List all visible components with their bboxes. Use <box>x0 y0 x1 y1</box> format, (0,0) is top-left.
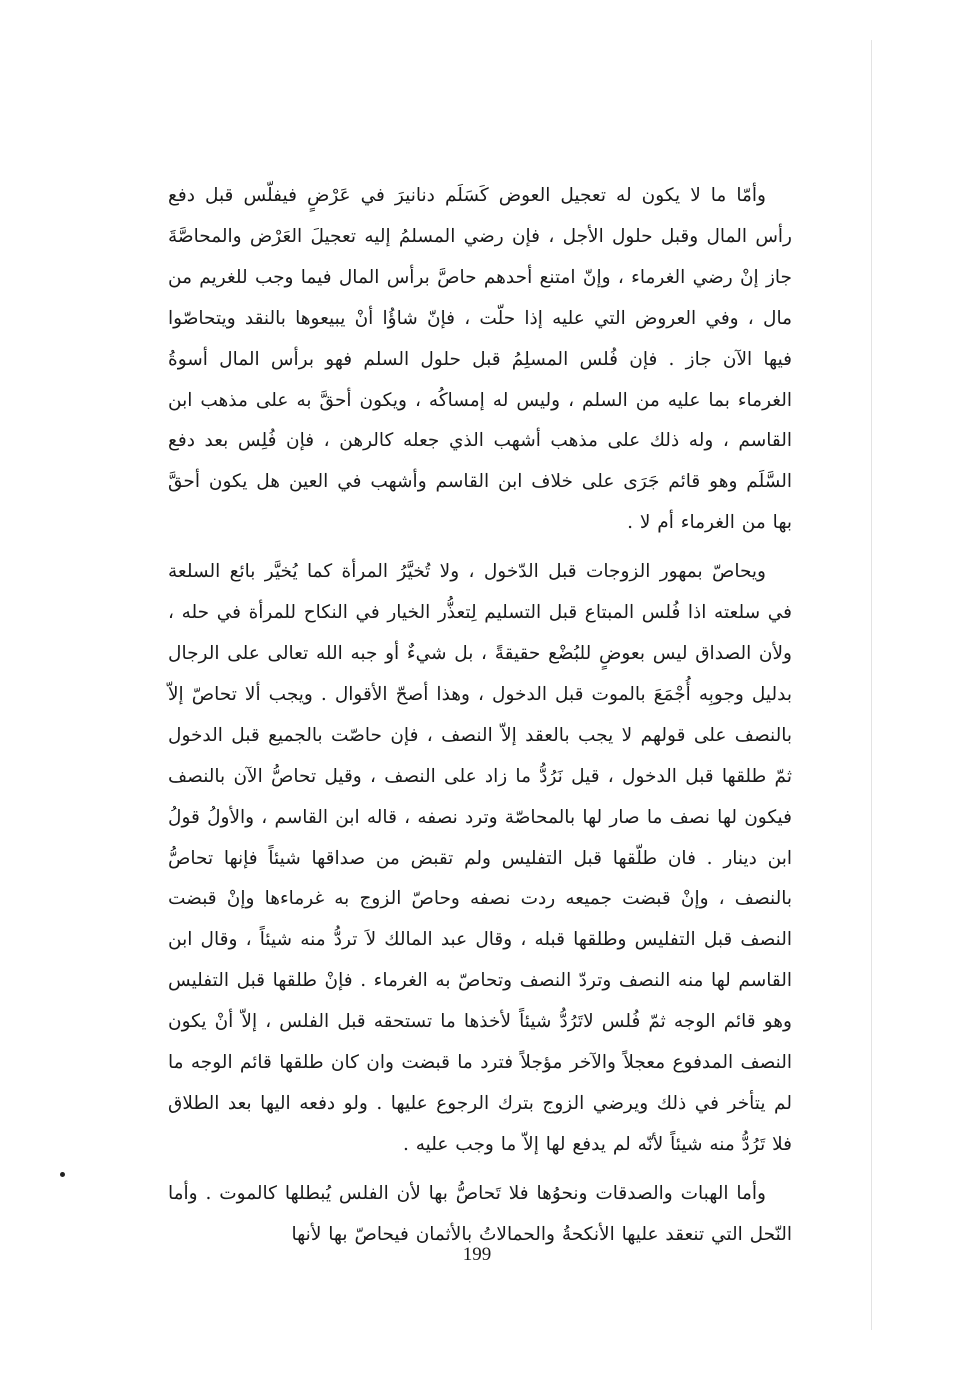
paragraph-salam-insolvency: وأمّا ما لا يكون له تعجيل العوض كَسَلَم دنانيرَ في عَرْضٍ فيفلّس قبل دفع رأس المال وقبل حلول الأجل ، فإن رضي المسلمُ إليه تعجيلَ العَرْض والمحاصَّةَ جاز إنْ رضي الغرماء ، وإنّ امتنع أحدهم حاصَّ برأس المال فيما وجب للغريم من مال ، وفي العروض التي عليه إذا حلّت ، فإنّ شاؤُا أنْ يبيعوها بالنقد ويتحاصّوا فيها الآن جاز . فإن فُلس المسلِمُ قبل حلول السلم فهو برأس المال أسوةُ الغرماء بما عليه من السلم ، وليس له إمساكُه ، ويكون أحقَّ به على مذهب ابن القاسم ، وله ذلك على مذهب أشهب الذي جعله كالرهن ، فإن فُلِس بعد دفع السَّلَم وهو قائم جَرَى على خلاف ابن القاسم وأشهب في العين هل يكون أحقَّ بها من الغرماء أم لا . <box>168 185 792 534</box>
paragraph-dowry-claims: ويحاصّ بمهور الزوجات قبل الدّخول ، ولا تُخيَّرُ المرأة كما يُخيَّر بائع السلعة في سلعته اذا فُلس المبتاع قبل التسليم لِتعذُّر الخيار في النكاح للمرأة في حله ، ولأن الصداق ليس بعوضٍ للبُضْع حقيقةً ، بل شيءٌ أو جبه الله تعالى على الرجال بدليل وجوبِه أُجْمَعَ بالموت قبل الدخول ، وهذا أصحّ الأقوال . ويجب ألا تحاصّ إلاّ بالنصف على قولهم لا يجب بالعقد إلاّ النصف ، فإن حاصّت بالجميع قبل الدخول ثمّ طلقها قبل الدخول ، قيل نَرُدُّ ما زاد على النصف ، وقيل تحاصُّ الآن بالنصف فيكون لها نصف ما صار لها بالمحاصّة وترد نصفه ، قاله ابن القاسم ، والأولُ قولُ ابن دينار . فان طلّقها قبل التفليس ولم تقبض من صداقها شيئاً فإنها تحاصُّ بالنصف ، وإنْ قبضت جميعه ردت نصفه وحاصّ الزوج به غرماءها وإنْ قبضت النصف قبل التفليس وطلقها قبله ، وقال عبد المالك لاَ تردُّ منه شيئاً ، وقال ابن القاسم لها منه النصف وتردّ النصف وتحاصّ به الغرماء . فإنْ طلقها قبل التفليس وهو قائم الوجه ثمّ فُلس لاتَرُدُّ شيئاً لأخذها ما تستحقه قبل الفلس ، إلاّ أنْ يكون النصف المدفوع معجلاً والآخر مؤجلاً فترد ما قبضت وان كان طلقها قائم الوجه ما لم يتأخر في ذلك ويرضي الزوج بترك الرجوع عليها . ولو دفعه اليها بعد الطلاق فلا تَرُدُّ منه شيئاً لأنّه لم يدفع لها إلاّ ما وجب عليه . <box>168 561 792 1155</box>
page-number: 199 <box>462 1244 492 1265</box>
page-edge-line <box>871 40 872 1330</box>
paragraph-gifts-charity: وأما الهبات والصدقات ونحوُها فلا تَحاصُّ بها لأن الفلس يُبطلها كالموت . وأما النّحل التي تنعقد عليها الأنكحةُ والحمالاتُ بالأثمان فيحاصّ بها لأنها <box>168 1182 792 1245</box>
stray-ink-dot <box>60 1172 65 1177</box>
body-text <box>168 176 792 1256</box>
